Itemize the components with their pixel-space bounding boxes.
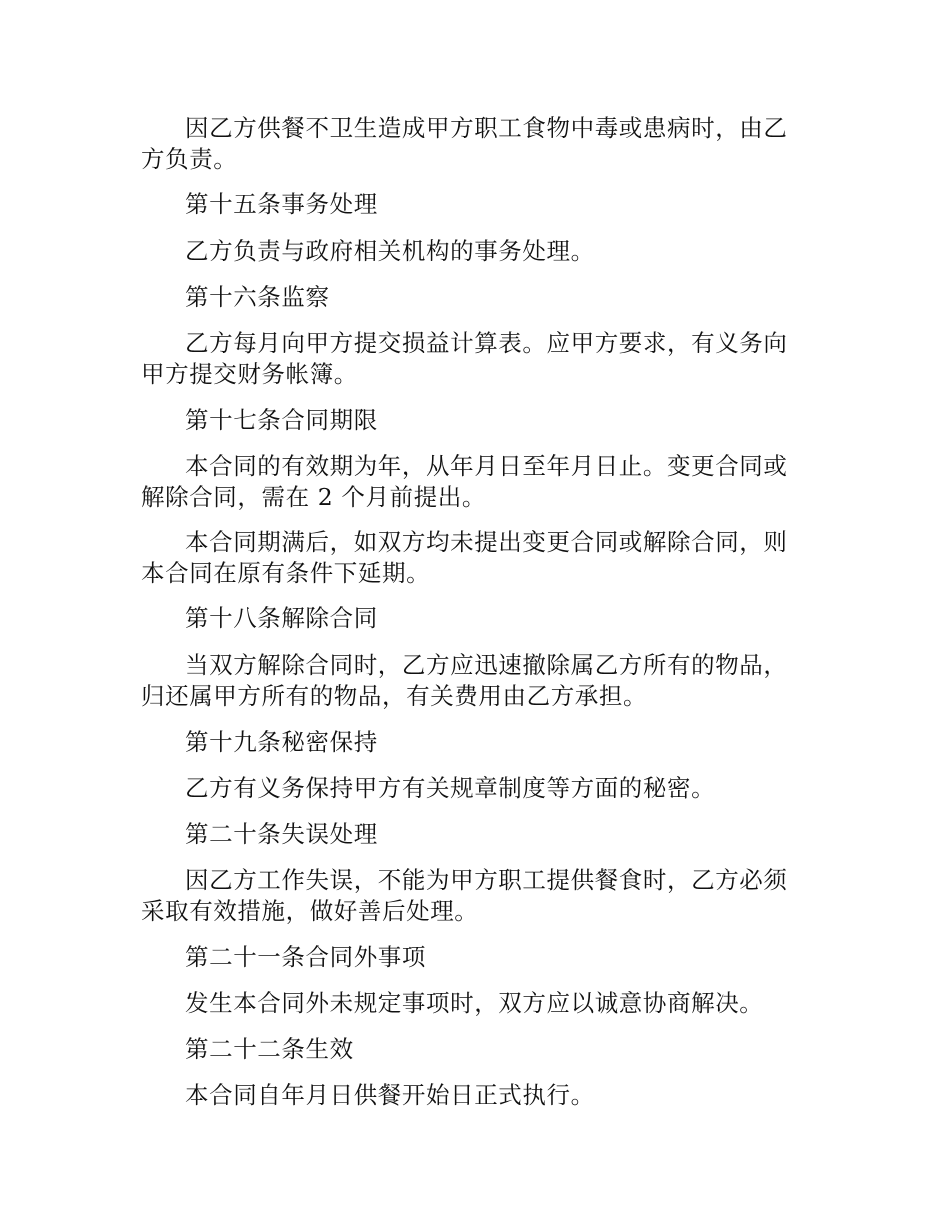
article-18-heading: 第十八条解除合同 bbox=[185, 604, 378, 632]
article-17-heading: 第十七条合同期限 bbox=[185, 406, 378, 434]
article-21-heading: 第二十一条合同外事项 bbox=[185, 943, 426, 971]
article-16-heading: 第十六条监察 bbox=[185, 283, 330, 311]
paragraph-errors: 因乙方工作失误，不能为甲方职工提供餐食时，乙方必须采取有效措施，做好善后处理。 bbox=[141, 866, 788, 925]
paragraph-other-matters: 发生本合同外未规定事项时，双方应以诚意协商解决。 bbox=[185, 989, 764, 1017]
paragraph-confidentiality: 乙方有义务保持甲方有关规章制度等方面的秘密。 bbox=[185, 774, 716, 802]
paragraph-extension: 本合同期满后，如双方均未提出变更合同或解除合同，则本合同在原有条件下延期。 bbox=[141, 528, 788, 587]
paragraph-affairs: 乙方负责与政府相关机构的事务处理。 bbox=[185, 237, 595, 265]
article-15-heading: 第十五条事务处理 bbox=[185, 190, 378, 218]
paragraph-term: 本合同的有效期为年，从年月日至年月日止。变更合同或解除合同，需在 2 个月前提出。 bbox=[141, 452, 788, 511]
article-22-heading: 第二十二条生效 bbox=[185, 1035, 354, 1063]
paragraph-termination: 当双方解除合同时，乙方应迅速撤除属乙方所有的物品，归还属甲方所有的物品，有关费用由乙方承担。 bbox=[141, 651, 788, 710]
paragraph-supervision: 乙方每月向甲方提交损益计算表。应甲方要求，有义务向甲方提交财务帐簿。 bbox=[141, 329, 788, 388]
paragraph-food-safety: 因乙方供餐不卫生造成甲方职工食物中毒或患病时，由乙方负责。 bbox=[141, 114, 788, 173]
article-20-heading: 第二十条失误处理 bbox=[185, 820, 378, 848]
article-19-heading: 第十九条秘密保持 bbox=[185, 728, 378, 756]
paragraph-effective: 本合同自年月日供餐开始日正式执行。 bbox=[185, 1081, 595, 1109]
